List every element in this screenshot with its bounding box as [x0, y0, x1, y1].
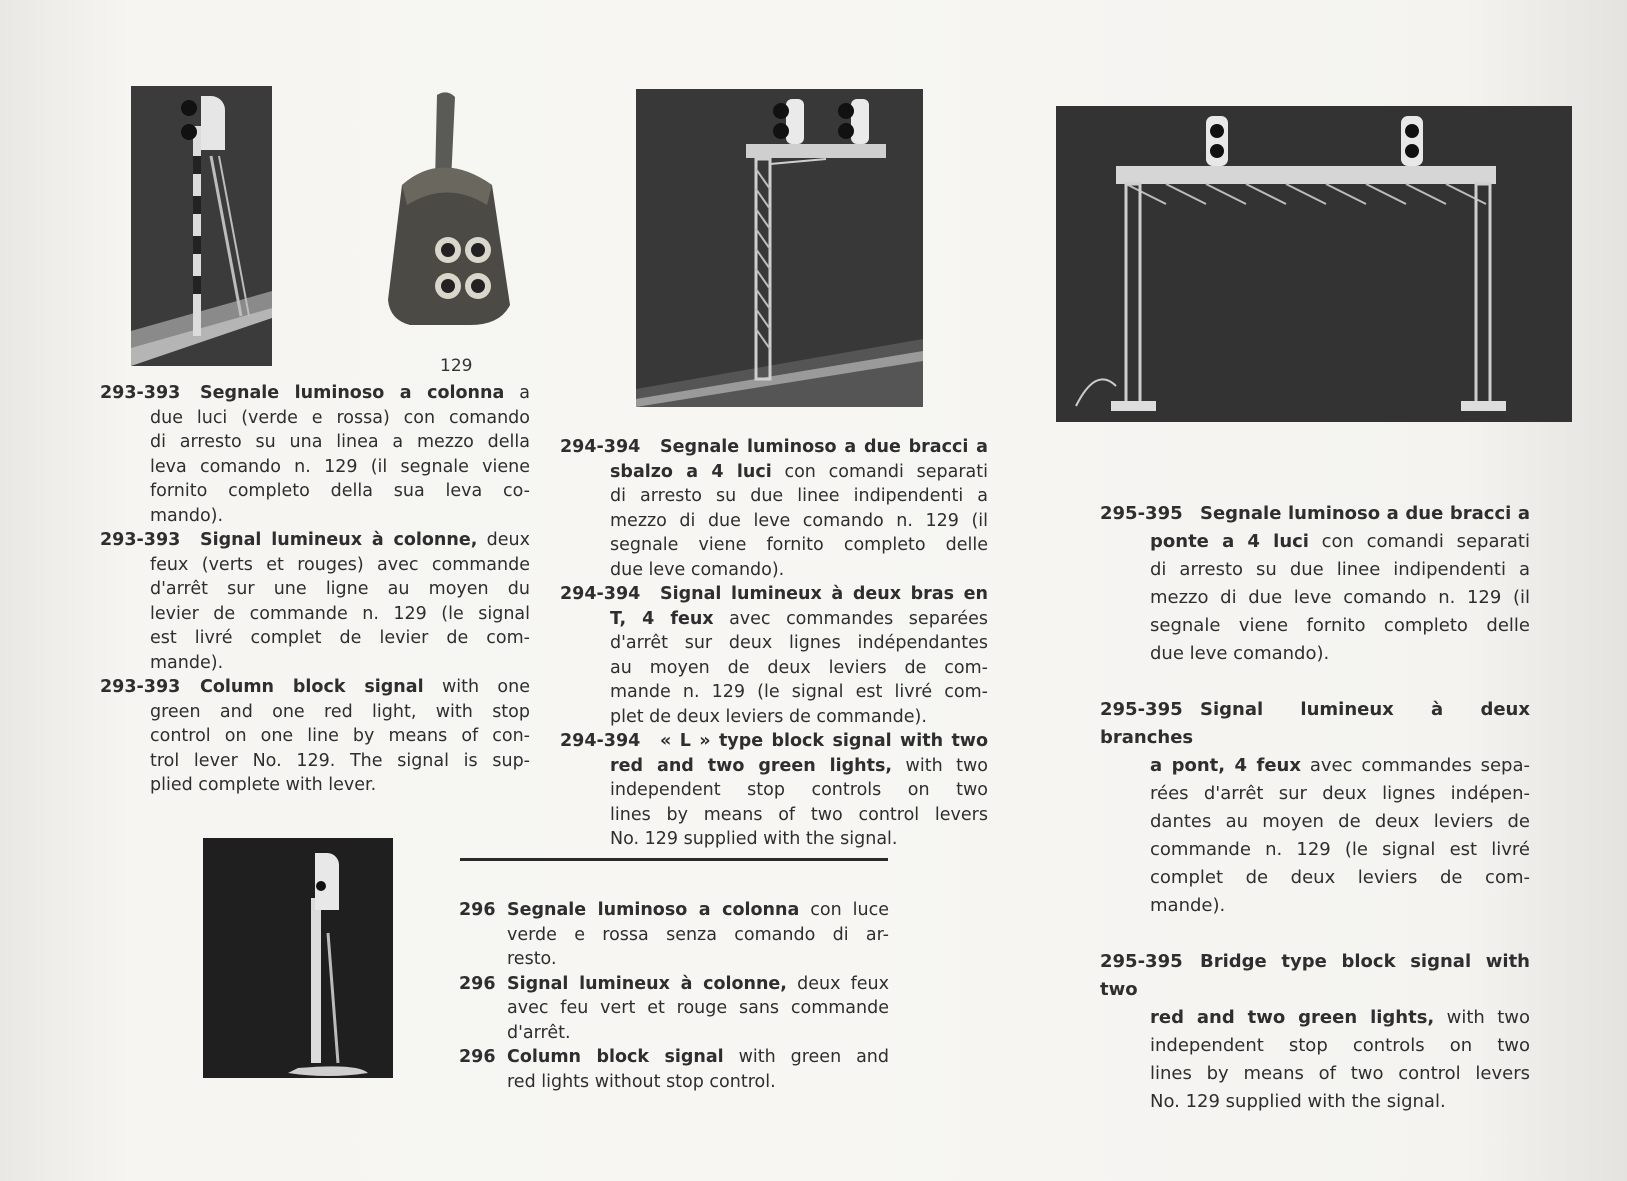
entry-title: Signal lumineux à colonne,: [507, 973, 787, 994]
entry-code: 293-393: [100, 530, 181, 550]
entry-line: due luci (verde e rossa) con comando: [150, 407, 530, 428]
entry-code: 293-393: [100, 383, 181, 403]
entry-tail: with two: [1434, 1007, 1530, 1028]
entry-title: Segnale luminoso a colonna: [200, 383, 505, 403]
entry-line: [560, 607, 988, 632]
bracket-signal-illustration: [636, 89, 923, 407]
entry-tail: with two: [892, 755, 988, 776]
entry-line: segnale viene fornito completo delle: [610, 535, 988, 555]
photo-control-lever: [382, 90, 517, 328]
entry-294-394-it: [560, 435, 988, 582]
entry-title: « L » type block signal with two: [660, 731, 988, 751]
column-2-text: [560, 435, 988, 852]
entry-293-393-it: [100, 381, 530, 528]
entry-code: 296: [459, 900, 496, 920]
entry-code: 293-393: [100, 677, 181, 697]
entry-title: Signal lumineux à deux bras en: [660, 584, 988, 604]
entry-296-fr: [459, 972, 889, 1046]
entry-line: d'arrêt.: [507, 1022, 571, 1043]
entry-tail: con luce: [799, 900, 890, 920]
entry-line: mande).: [150, 652, 224, 673]
column-signal-296-illustration: [203, 838, 393, 1078]
photo-column-signal-296: [203, 838, 393, 1078]
entry-title: Column block signal: [507, 1047, 724, 1067]
entry-code: 295-395: [1100, 503, 1183, 524]
entry-tail: avec commandes sepa-: [1300, 755, 1530, 776]
entry-code: 296: [459, 973, 496, 994]
entry-295-395-en: [1100, 948, 1530, 1116]
entry-line: di arresto su una linea a mezzo della: [150, 432, 530, 452]
entry-title: Bridge type block signal with two: [1100, 951, 1530, 1000]
entry-line: due leve comando).: [1150, 643, 1330, 664]
entry-line: segnale viene fornito completo delle: [1150, 615, 1530, 636]
entry-line: mande n. 129 (le signal est livré com-: [610, 682, 988, 702]
entry-line: fornito completo della sua leva co-: [150, 481, 530, 501]
entry-title: Signal lumineux à colonne,: [200, 530, 478, 550]
entry-line: trol lever No. 129. The signal is sup-: [150, 750, 530, 771]
entry-bold-prefix: ponte a 4 luci: [1150, 531, 1309, 552]
entry-line: plet de deux leviers de commande).: [610, 706, 927, 727]
entry-title: Signal lumineux à deux branches: [1100, 699, 1530, 748]
entry-293-393-en: [100, 675, 530, 798]
entry-line: avec feu vert et rouge sans commande: [507, 998, 889, 1018]
lever-caption: 129: [440, 356, 473, 376]
photo-bridge-signal: [1056, 106, 1572, 422]
entry-title: Segnale luminoso a due bracci a: [1200, 503, 1530, 524]
entry-title: Segnale luminoso a colonna: [507, 900, 800, 920]
entry-296-en: [459, 1045, 889, 1094]
entry-line: resto.: [507, 949, 557, 969]
entry-293-393-fr: [100, 528, 530, 675]
entry-line: mezzo di due leve comando n. 129 (il: [1150, 587, 1530, 608]
entry-code: 294-394: [560, 584, 641, 604]
entry-line: [1100, 528, 1530, 556]
entry-line: independent stop controls on two: [610, 780, 988, 800]
photo-bracket-signal: [636, 89, 923, 407]
entry-bold-prefix: T, 4 feux: [610, 608, 714, 629]
entry-line: plied complete with lever.: [150, 775, 377, 795]
entry-line: [1100, 1004, 1530, 1032]
entry-bold-prefix: sbalzo a 4 luci: [610, 461, 772, 482]
entry-line: lines by means of two control levers: [1150, 1063, 1530, 1084]
entry-line: leva comando n. 129 (il segnale viene: [150, 456, 530, 477]
entry-tail: with green and: [723, 1047, 889, 1067]
entry-295-395-fr: [1100, 696, 1530, 920]
lever-illustration: [382, 90, 517, 328]
entry-line: rées d'arrêt sur deux lignes indépen-: [1150, 783, 1530, 804]
entry-line: verde e rossa senza comando di ar-: [507, 924, 889, 945]
entry-line: di arresto su due linee indipendenti a: [610, 486, 988, 506]
entry-bold-prefix: a pont, 4 feux: [1150, 755, 1301, 776]
entry-line: control on one line by means of con-: [150, 726, 530, 746]
entry-line: au moyen de deux leviers de com-: [610, 657, 988, 678]
entry-line: [560, 754, 988, 779]
entry-296-it: [459, 898, 889, 972]
entry-line: due leve comando).: [610, 559, 785, 580]
entry-line: commande n. 129 (le signal est livré: [1150, 839, 1530, 860]
column-signal-illustration: [131, 86, 272, 366]
entry-line: mande).: [1150, 895, 1226, 916]
entry-tail: avec commandes separées: [713, 608, 988, 629]
entry-line: mando).: [150, 505, 224, 526]
entry-tail: with one: [423, 677, 530, 697]
entry-294-394-fr: [560, 582, 988, 729]
entry-line: [1100, 752, 1530, 780]
entry-line: No. 129 supplied with the signal.: [1150, 1091, 1446, 1112]
column-1-text: [100, 381, 530, 798]
entry-line: d'arrêt sur une ligne au moyen du: [150, 579, 530, 599]
section-divider: [460, 858, 888, 861]
entry-line: green and one red light, with stop: [150, 701, 530, 722]
entry-line: No. 129 supplied with the signal.: [610, 829, 898, 849]
entry-code: 294-394: [560, 731, 641, 751]
entry-code: 295-395: [1100, 951, 1183, 972]
entry-tail: deux feux: [786, 973, 889, 994]
entry-bold-prefix: red and two green lights,: [610, 755, 893, 776]
entry-line: dantes au moyen de deux leviers de: [1150, 811, 1530, 832]
entry-line: independent stop controls on two: [1150, 1035, 1530, 1056]
bridge-signal-illustration: [1056, 106, 1572, 422]
entry-line: levier de commande n. 129 (le signal: [150, 603, 530, 624]
entry-bold-prefix: red and two green lights,: [1150, 1007, 1435, 1028]
entry-line: d'arrêt sur deux lignes indépendantes: [610, 633, 988, 653]
entry-tail: a: [504, 383, 530, 403]
entry-line: mezzo di due leve comando n. 129 (il: [610, 510, 988, 531]
entry-line: [560, 460, 988, 485]
entry-line: red lights without stop control.: [507, 1071, 776, 1092]
entry-294-394-en: [560, 729, 988, 852]
entry-title: Column block signal: [200, 677, 424, 697]
entry-tail: con comandi separati: [1308, 531, 1530, 552]
entry-code: 294-394: [560, 437, 641, 457]
entry-line: complet de deux leviers de com-: [1150, 867, 1530, 888]
column-2-bottom-text: [459, 898, 889, 1094]
photo-column-signal: [131, 86, 272, 366]
entry-tail: con comandi separati: [771, 461, 988, 482]
entry-295-395-it: [1100, 500, 1530, 668]
entry-title: Segnale luminoso a due bracci a: [660, 437, 988, 457]
entry-line: est livré complet de levier de com-: [150, 628, 530, 648]
entry-code: 296: [459, 1047, 496, 1067]
entry-line: lines by means of two control levers: [610, 804, 988, 825]
entry-line: feux (verts et rouges) avec commande: [150, 554, 530, 575]
column-3-text: [1100, 500, 1530, 1144]
entry-tail: deux: [477, 530, 530, 550]
entry-line: di arresto su due linee indipendenti a: [1150, 559, 1530, 580]
entry-code: 295-395: [1100, 699, 1183, 720]
